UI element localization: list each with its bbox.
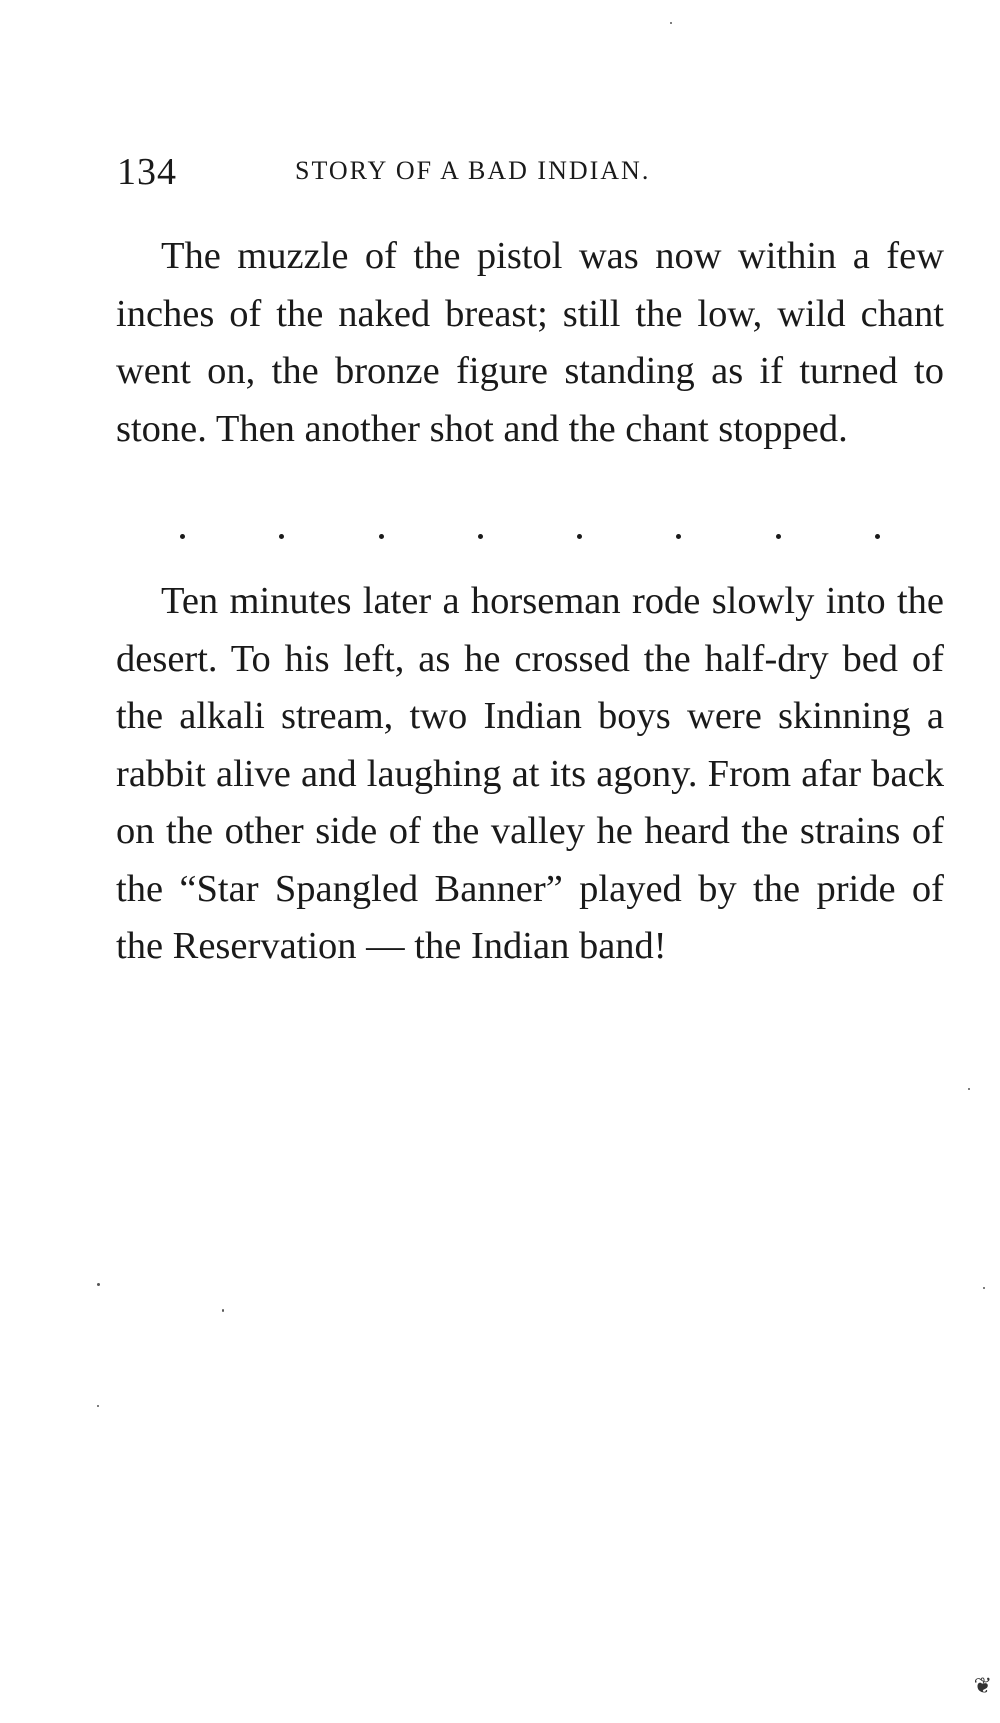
running-title: STORY OF A BAD INDIAN. — [295, 156, 651, 185]
section-break-dot — [478, 534, 483, 539]
running-head — [117, 150, 947, 200]
section-break-dot — [875, 534, 880, 539]
paragraph-2: Ten minutes later a horseman rode slowly into the desert. To his left, as he crossed the half-dry bed of the alkali stream, two Indian boys were skinning a rabbit alive and laughing at its agony. From afar back on the other side of the valley he heard the strains of the “Star Spangled Banner” played by the pride of the Reservation — the Indian band! — [116, 580, 944, 967]
scan-speck — [968, 1088, 970, 1090]
scan-speck — [97, 1405, 99, 1407]
section-break — [180, 526, 880, 546]
fleuron-icon: ❦ — [973, 1673, 992, 1698]
section-break-dot — [577, 534, 582, 539]
section-break-dot — [776, 534, 781, 539]
section-break-dot — [379, 534, 384, 539]
scan-speck — [97, 1283, 100, 1286]
page-number: 134 — [117, 151, 177, 193]
scan-speck — [670, 22, 672, 24]
scan-speck — [983, 1287, 985, 1289]
section-break-dot — [676, 534, 681, 539]
paragraph-1: The muzzle of the pistol was now within a few inches of the naked breast; still the low, wild chant went on, the bronze figure standing as if turned to stone. Then another shot and the chant stopped. — [116, 235, 944, 450]
section-break-dot — [279, 534, 284, 539]
scan-speck — [222, 1309, 224, 1312]
section-break-dot — [180, 534, 185, 539]
